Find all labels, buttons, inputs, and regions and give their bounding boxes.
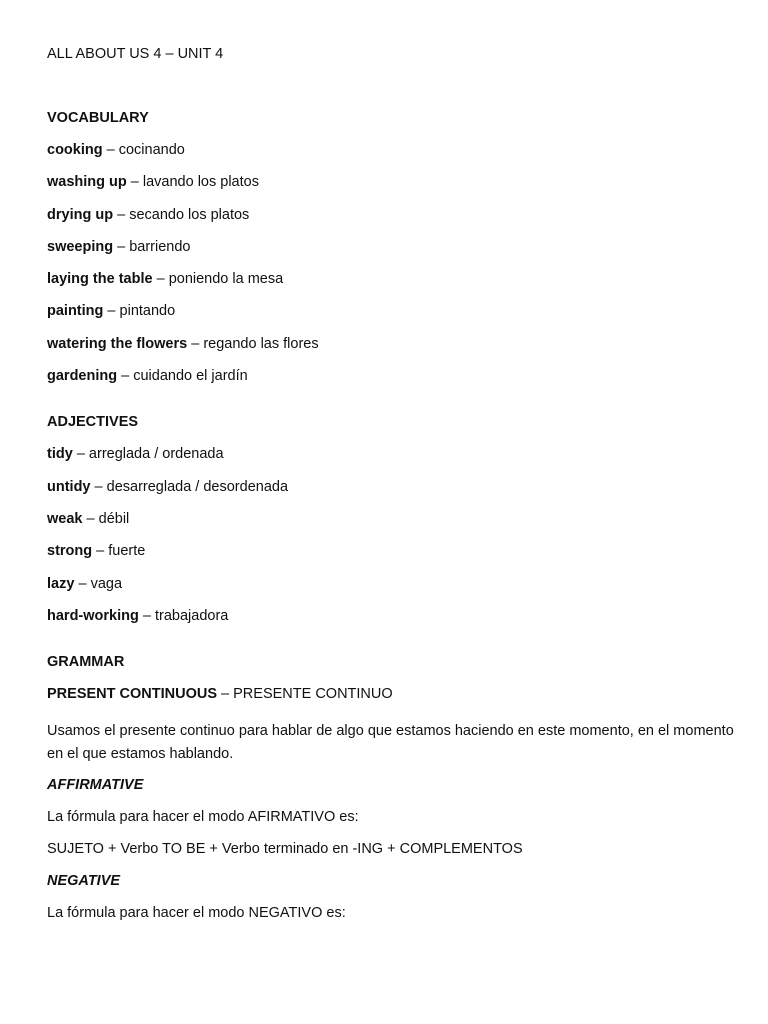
grammar-topic-term: PRESENT CONTINUOUS	[47, 686, 217, 703]
adjectives-heading: ADJECTIVES	[47, 414, 139, 431]
grammar-heading: GRAMMAR	[47, 654, 125, 671]
adjective-item-translation: trabajadora	[154, 607, 229, 624]
adjective-item-term: lazy	[47, 575, 75, 592]
separator: –	[191, 335, 200, 352]
separator: –	[130, 174, 139, 191]
separator: –	[96, 543, 105, 560]
vocabulary-item	[47, 335, 737, 367]
vocabulary-item-term: painting	[47, 303, 104, 320]
vocabulary-item-translation: secando los platos	[129, 206, 250, 223]
vocabulary-item-term: watering the flowers	[47, 335, 188, 352]
grammar-explanation: Usamos el presente continuo para hablar de algo que estamos haciendo en este momento, en el momento en el que estamos hablando.	[47, 723, 734, 763]
vocabulary-item-translation: cocinando	[118, 142, 185, 158]
vocabulary-item	[47, 238, 737, 270]
adjective-item	[47, 478, 737, 510]
vocabulary-item	[47, 270, 737, 302]
vocabulary-item	[47, 367, 737, 399]
adjective-item-term: strong	[47, 543, 93, 560]
separator: –	[76, 446, 85, 463]
vocabulary-item-translation: poniendo la mesa	[168, 271, 284, 288]
separator: –	[86, 510, 95, 527]
separator: –	[106, 142, 115, 158]
adjective-item-term: hard-working	[47, 607, 139, 624]
vocabulary-heading: VOCABULARY	[47, 110, 149, 126]
affirmative-heading: AFFIRMATIVE	[47, 777, 144, 794]
vocabulary-item-term: laying the table	[47, 271, 153, 288]
adjective-item	[47, 445, 737, 477]
document-title: ALL ABOUT US 4 – UNIT 4	[47, 46, 224, 62]
adjective-item	[47, 510, 737, 542]
separator: –	[107, 303, 116, 320]
negative-heading: NEGATIVE	[47, 873, 121, 890]
separator: –	[78, 575, 87, 592]
adjective-item-term: weak	[47, 510, 83, 527]
adjective-item	[47, 607, 737, 639]
separator: –	[94, 478, 103, 495]
grammar-topic-translation: PRESENTE CONTINUO	[233, 686, 393, 703]
separator: –	[121, 368, 130, 385]
vocabulary-item-term: washing up	[47, 174, 127, 191]
separator: –	[142, 607, 151, 624]
vocabulary-item-translation: regando las flores	[203, 335, 319, 352]
affirmative-formula: SUJETO + Verbo TO BE + Verbo terminado en -ING + COMPLEMENTOS	[47, 841, 523, 858]
vocabulary-item-translation: lavando los platos	[142, 174, 259, 191]
affirmative-intro: La fórmula para hacer el modo AFIRMATIVO es:	[47, 809, 359, 826]
vocabulary-item	[47, 302, 737, 334]
separator: –	[156, 271, 165, 288]
vocabulary-item-term: drying up	[47, 206, 114, 223]
negative-intro: La fórmula para hacer el modo NEGATIVO es:	[47, 905, 346, 922]
vocabulary-item-term: cooking	[47, 142, 103, 158]
vocabulary-item-translation: cuidando el jardín	[133, 368, 248, 385]
separator: –	[117, 238, 126, 255]
adjective-item-translation: desarreglada / desordenada	[106, 478, 289, 495]
adjective-item-translation: arreglada / ordenada	[88, 446, 224, 463]
adjective-item-translation: fuerte	[108, 543, 146, 560]
adjectives-list	[47, 445, 737, 639]
vocabulary-item-translation: barriendo	[129, 238, 191, 255]
grammar-topic	[47, 685, 737, 717]
vocabulary-list	[47, 141, 737, 399]
vocabulary-item-translation: pintando	[119, 303, 176, 320]
adjective-item	[47, 575, 737, 607]
vocabulary-item	[47, 141, 737, 173]
document-content	[47, 45, 737, 936]
separator: –	[117, 206, 126, 223]
adjective-item-term: untidy	[47, 478, 91, 495]
vocabulary-item	[47, 173, 737, 205]
vocabulary-item	[47, 206, 737, 238]
adjective-item-translation: vaga	[90, 575, 123, 592]
adjective-item	[47, 542, 737, 574]
vocabulary-item-term: sweeping	[47, 238, 114, 255]
adjective-item-term: tidy	[47, 446, 73, 463]
vocabulary-item-term: gardening	[47, 368, 118, 385]
adjective-item-translation: débil	[98, 510, 130, 527]
separator: –	[221, 686, 230, 703]
